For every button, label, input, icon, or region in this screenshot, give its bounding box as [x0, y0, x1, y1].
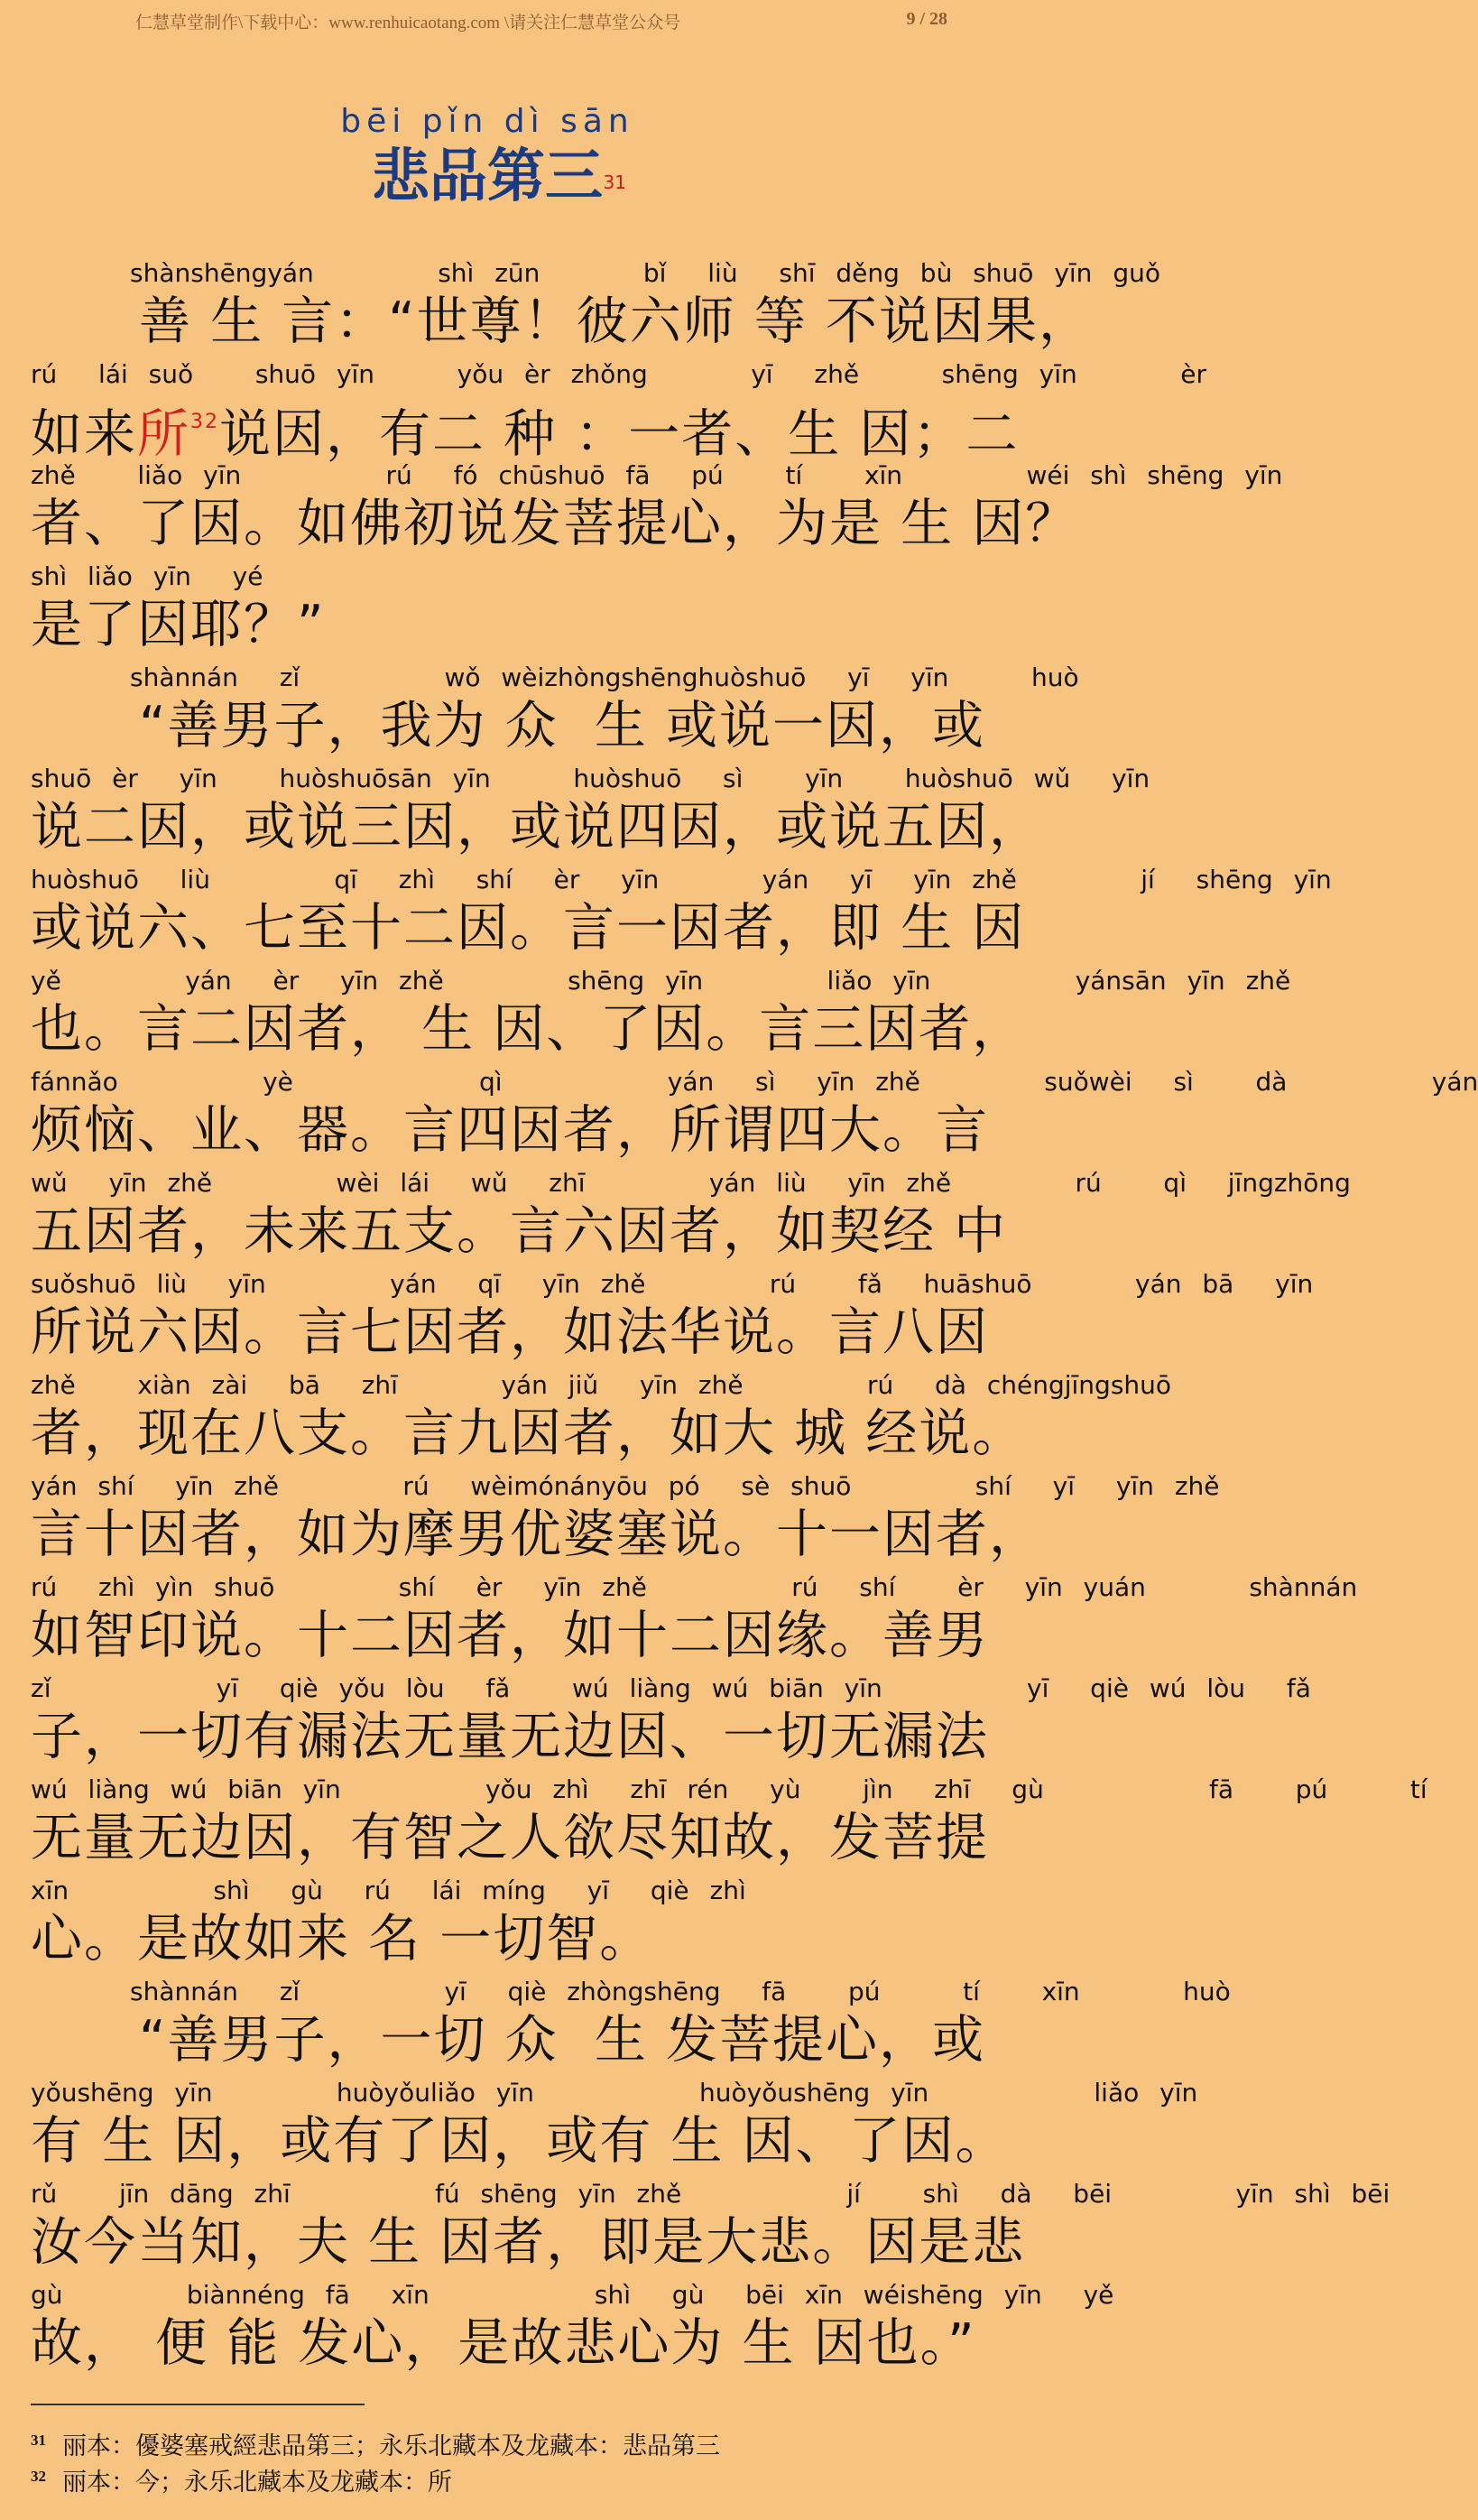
text-line — [31, 1367, 1172, 1468]
pinyin-line: yě yán èr yīn zhě shēng yīn liǎo yīn yánsān yīn zhě — [31, 966, 1291, 996]
pinyin-line: gù biànnéng fā xīn shì gù bēi xīn wéishēng yīn yě — [31, 2280, 1114, 2310]
hanzi-line: 也。言二因者， 生 因、了因。言三因者， — [31, 999, 1026, 1059]
pinyin-line: wǔ yīn zhě wèi lái wǔ zhī yán liù yīn zhě rú qì jīngzhōng — [31, 1168, 1351, 1198]
footnote-ref[interactable]: 32 — [190, 411, 219, 433]
pinyin-line: rǔ jīn dāng zhī fú shēng yīn zhě jí shì dà bēi yīn shì bēi — [31, 2179, 1390, 2209]
pinyin-line: shuō èr yīn huòshuōsān yīn huòshuō sì yīn huòshuō wǔ yīn — [31, 764, 1150, 793]
pinyin-line: yǒushēng yīn huòyǒuliǎo yīn huòyǒushēng yīn liǎo yīn — [31, 2078, 1198, 2108]
pinyin-line: zǐ yī qiè yǒu lòu fǎ wú liàng wú biān yīn yī qiè wú lòu fǎ — [31, 1673, 1311, 1703]
hanzi-line: 无量无边因，有智之人欲尽知故，发菩提 — [31, 1808, 989, 1867]
hanzi-line: 如智印说。十二因者，如十二因缘。善男 — [31, 1606, 989, 1665]
hanzi-line: 所说六因。言七因者，如法华说。言八因 — [31, 1302, 989, 1362]
text-line — [31, 1063, 1478, 1164]
footnote — [31, 2423, 951, 2459]
hanzi-line — [31, 394, 1020, 464]
hanzi-line: 故， 便 能 发心，是故悲心为 生 因也。” — [31, 2313, 976, 2373]
hanzi-line: “善男子，一切 众 生 发菩提心，或 — [139, 2010, 986, 2070]
hanzi-segment: 如来 — [31, 404, 137, 464]
pinyin-line: zhě liǎo yīn rú fó chūshuō fā pú tí xīn wéi shì shēng yīn — [31, 460, 1283, 490]
text-line — [31, 255, 1160, 356]
text-line — [31, 457, 1283, 558]
page-number: 9 / 28 — [906, 9, 947, 29]
hanzi-line: 者，现在八支。言九因者，如大 城 经说。 — [31, 1404, 1026, 1463]
text-line — [31, 1973, 1231, 2074]
hanzi-line: 子，一切有漏法无量无边因、一切无漏法 — [31, 1707, 989, 1766]
scripture-text — [31, 255, 1478, 2377]
text-line — [31, 1771, 1427, 1872]
chapter-title-text: 悲品第三 — [372, 144, 603, 210]
hanzi-line: 说二因，或说三因，或说四因，或说五因， — [31, 797, 1042, 857]
hanzi-segment: 说因，有二 种 ：一者、生 因；二 — [219, 404, 1020, 464]
footnote-number: 31 — [31, 2432, 46, 2449]
pinyin-line: shànshēngyán shì zūn bǐ liù shī děng bù shuō yīn guǒ — [130, 258, 1160, 288]
text-line — [31, 760, 1150, 861]
hanzi-line: 有 生 因，或有了因，或有 生 因、了因。 — [31, 2111, 1009, 2171]
footnote-text: 丽本：優婆塞戒經悲品第三；永乐北藏本及龙藏本：悲品第三 — [62, 2432, 720, 2460]
pinyin-line: shì liǎo yīn yé — [31, 561, 263, 591]
pinyin-line: xīn shì gù rú lái míng yī qiè zhì — [31, 1876, 746, 1905]
title-pinyin: bēi pǐn dì sān — [340, 103, 634, 140]
pinyin-line: rú lái suǒ shuō yīn yǒu èr zhǒng yī zhě shēng yīn èr — [31, 359, 1206, 389]
text-line — [31, 1265, 1314, 1367]
text-line — [31, 962, 1291, 1063]
hanzi-line: 或说六、七至十二因。言一因者，即 生 因 — [31, 898, 1026, 958]
hanzi-line: 烦恼、业、器。言四因者，所谓四大。言 — [31, 1100, 989, 1160]
hanzi-line: 者、了因。如佛初说发菩提心，为是 生 因？ — [31, 494, 1079, 553]
footnote-text: 丽本：今；永乐北藏本及龙藏本：所 — [62, 2469, 452, 2496]
page-header — [0, 0, 975, 43]
footnote-number: 32 — [31, 2468, 46, 2485]
pinyin-line: wú liàng wú biān yīn yǒu zhì zhī rén yù jìn zhī gù fā pú tí — [31, 1774, 1427, 1804]
text-line — [31, 558, 969, 659]
pinyin-line: rú zhì yìn shuō shí èr yīn zhě rú shí èr yīn yuán shànnán — [31, 1572, 1358, 1602]
hanzi-line: 汝今当知，夫 生 因者，即是大悲。因是悲 — [31, 2212, 1026, 2272]
hanzi-line: “善男子，我为 众 生 或说一因，或 — [139, 696, 986, 755]
pinyin-line: yán shí yīn zhě rú wèimónányōu pó sè shuō shí yī yīn zhě — [31, 1471, 1220, 1501]
hanzi-line: 言十因者，如为摩男优婆塞说。十一因者， — [31, 1505, 1042, 1564]
text-line — [31, 659, 1079, 760]
text-line — [31, 1569, 1358, 1670]
text-line — [31, 356, 1206, 464]
hanzi-line: 善 生 言：“世尊！彼六师 等 不说因果， — [139, 292, 1093, 351]
variant-character: 所 — [137, 404, 190, 464]
text-line — [31, 2074, 1198, 2175]
text-line — [31, 1872, 969, 1973]
footnote-divider — [31, 2404, 365, 2405]
pinyin-line: shànnán zǐ wǒ wèizhòngshēnghuòshuō yī yīn huò — [130, 662, 1079, 692]
chapter-title-block — [0, 101, 975, 211]
hanzi-line: 心。是故如来 名 一切智。 — [31, 1909, 653, 1969]
hanzi-line: 是了因耶？” — [31, 595, 326, 654]
text-line — [31, 861, 1332, 962]
title-footnote-ref[interactable]: 31 — [603, 171, 626, 193]
text-line — [31, 1468, 1220, 1569]
chapter-title — [372, 143, 626, 211]
pinyin-line: huòshuō liù qī zhì shí èr yīn yán yī yīn zhě jí shēng yīn — [31, 865, 1332, 894]
pinyin-line: suǒshuō liù yīn yán qī yīn zhě rú fǎ huāshuō yán bā yīn — [31, 1269, 1314, 1299]
footnote — [31, 2459, 951, 2495]
text-line — [31, 1670, 1311, 1771]
text-line — [31, 1164, 1351, 1265]
pinyin-line: shànnán zǐ yī qiè zhòngshēng fā pú tí xīn huò — [130, 1977, 1231, 2006]
header-source-text: 仁慧草堂制作\下载中心：www.renhuicaotang.com \请关注仁慧草堂公众号 — [135, 14, 681, 32]
pinyin-line: fánnǎo yè qì yán sì yīn zhě suǒwèi sì dà yán — [31, 1067, 1478, 1097]
footnotes — [31, 2423, 951, 2495]
hanzi-line: 五因者，未来五支。言六因者，如契经 中 — [31, 1201, 1008, 1261]
pinyin-line: zhě xiàn zài bā zhī yán jiǔ yīn zhě rú dà chéngjīngshuō — [31, 1370, 1172, 1400]
text-line — [31, 2175, 1390, 2276]
text-line — [31, 2276, 1114, 2377]
